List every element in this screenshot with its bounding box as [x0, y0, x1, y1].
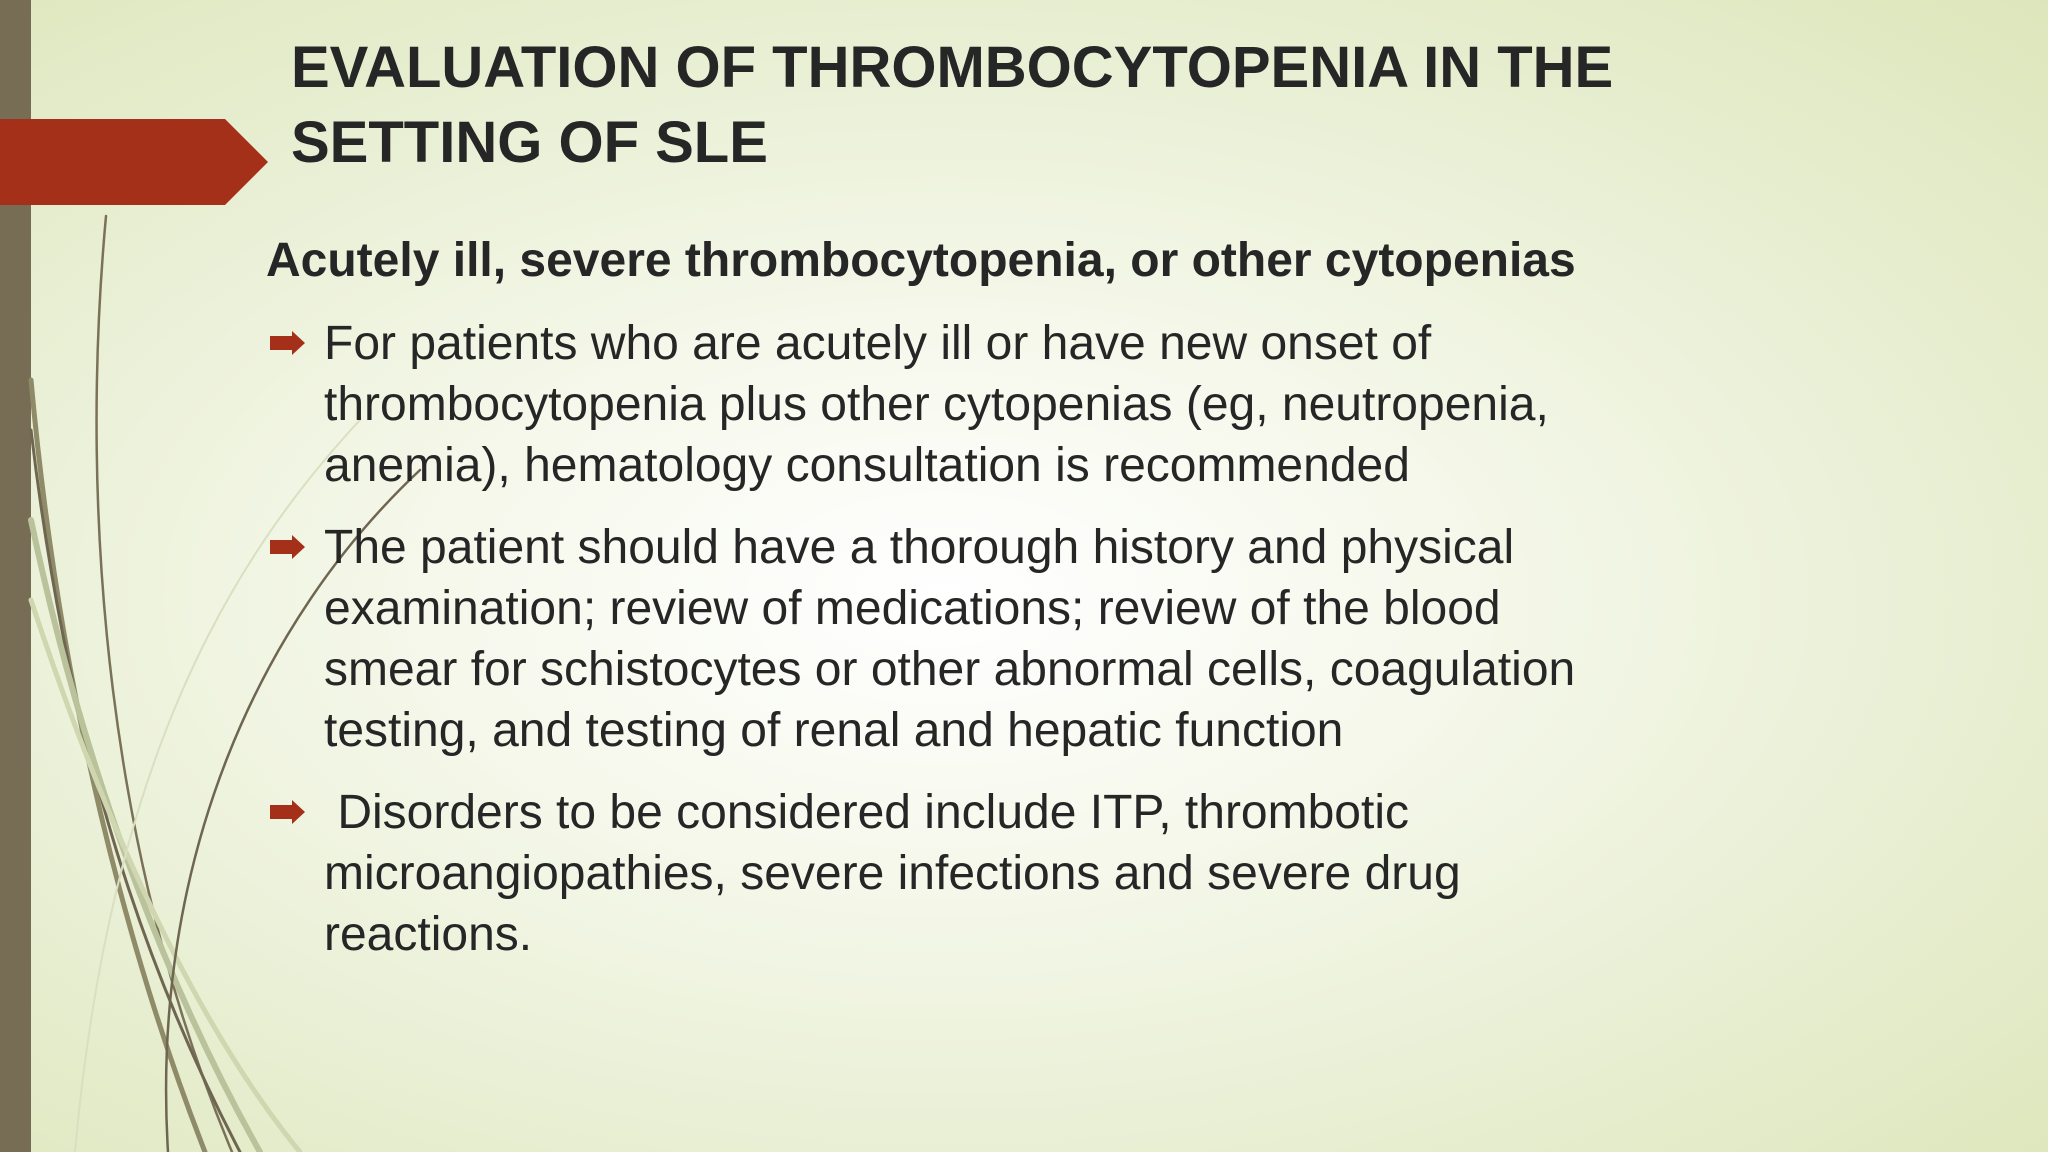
bullet-item [266, 313, 1686, 496]
bullet-text-line: For patients who are acutely ill or have new onset of [324, 317, 1432, 370]
title-arrow-banner [0, 119, 268, 205]
slide-title-line: SETTING OF SLE [291, 110, 768, 175]
left-accent-bar [0, 0, 31, 1152]
curve-line [31, 430, 240, 1152]
curve-line [97, 216, 232, 1152]
bullet-text-line: microangiopathies, severe infections and severe drug [324, 847, 1461, 900]
bullet-list [266, 313, 1686, 986]
bullet-item [266, 517, 1686, 761]
bullet-text-line: examination; review of medications; review of the blood [324, 582, 1501, 635]
slide-title-line: EVALUATION OF THROMBOCYTOPENIA IN THE [291, 35, 1614, 100]
arrow-bullet-icon [268, 534, 306, 560]
bullet-text-line: anemia), hematology consultation is recommended [324, 439, 1410, 492]
arrow-bullet-icon [268, 330, 306, 356]
bullet-text-line: thrombocytopenia plus other cytopenias (eg, neutropenia, [324, 378, 1549, 431]
curve-line [31, 600, 300, 1152]
bullet-text-line: The patient should have a thorough history and physical [324, 521, 1515, 574]
curve-line [31, 380, 205, 1152]
slide-subheading: Acutely ill, severe thrombocytopenia, or other cytopenias [266, 234, 1576, 287]
slide-title [291, 30, 1791, 180]
bullet-text-line: Disorders to be considered include ITP, thrombotic [324, 786, 1409, 839]
bullet-item [266, 782, 1686, 965]
curve-line [31, 520, 260, 1152]
arrow-bullet-icon [268, 799, 306, 825]
bullet-text-line: testing, and testing of renal and hepatic function [324, 704, 1344, 757]
bullet-text-line: reactions. [324, 908, 533, 961]
bullet-text-line: smear for schistocytes or other abnormal cells, coagulation [324, 643, 1576, 696]
